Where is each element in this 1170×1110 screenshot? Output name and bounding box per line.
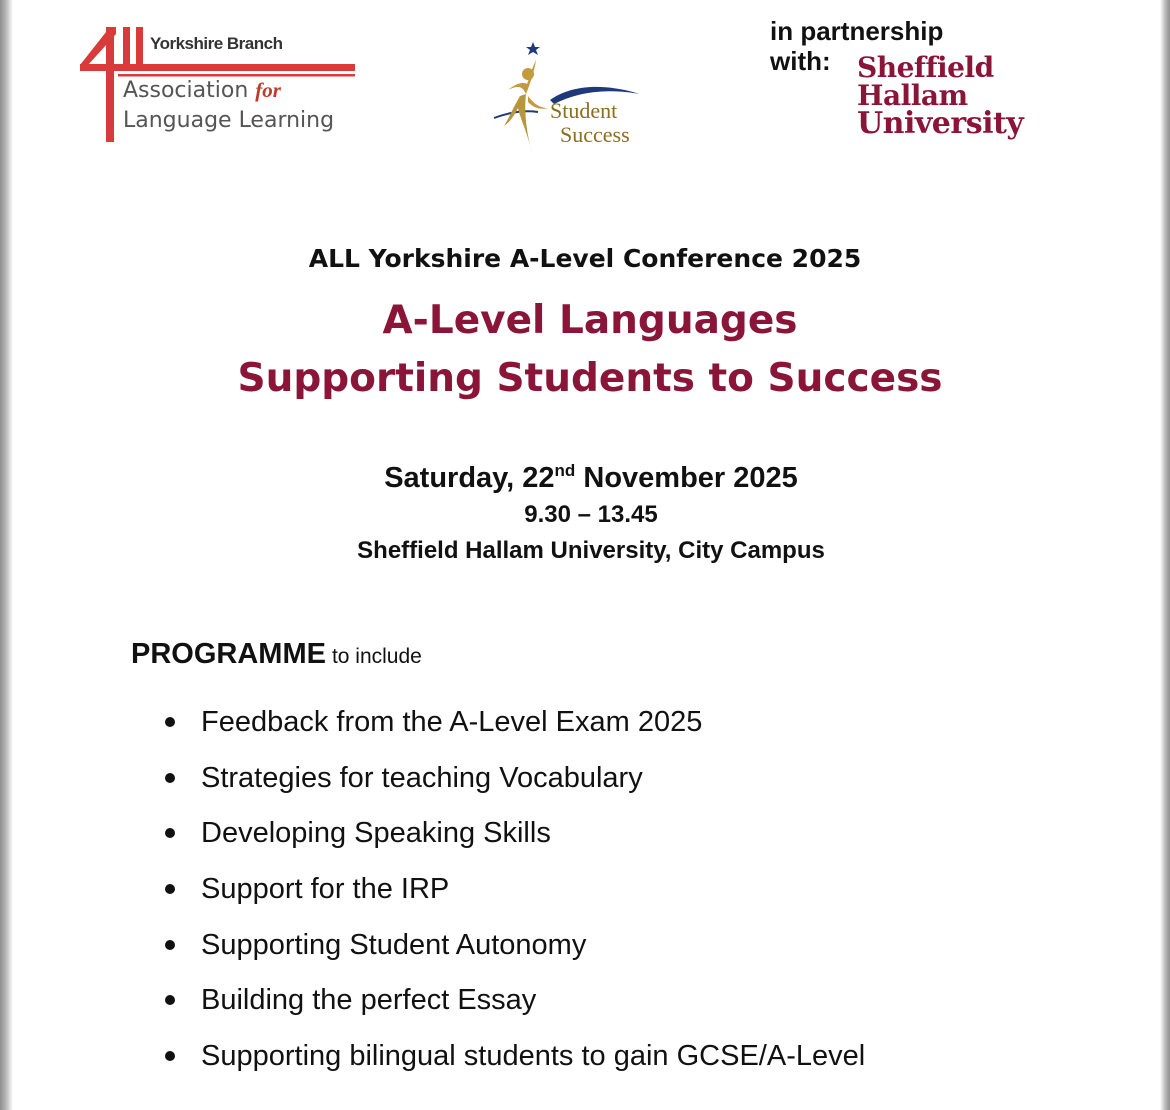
bullet-icon [165,995,175,1005]
student-success-line1: Student [550,98,618,123]
all-name-line2: Language Learning [123,108,335,133]
bullet-icon [165,717,175,727]
student-success-logo [490,38,650,163]
event-date: Saturday, 22nd November 2025 [384,461,798,494]
sheffield-hallam-logo: Sheffield Hallam University [857,51,1024,141]
event-venue: Sheffield Hallam University, City Campus [357,537,825,564]
list-item: Building the perfect Essay [165,978,865,1034]
student-success-line2: Success [560,122,630,147]
list-item: Supporting bilingual students to gain GCSE/A-Level [165,1034,865,1090]
partnership-label: in partnership with: [770,16,944,76]
bullet-icon [165,884,175,894]
bullet-icon [165,1051,175,1061]
list-item: Feedback from the A-Level Exam 2025 [165,700,865,756]
event-time: 9.30 – 13.45 [524,501,658,528]
all-logo [80,22,360,147]
list-item: Strategies for teaching Vocabulary [165,756,865,812]
bullet-icon [165,773,175,783]
conference-title: ALL Yorkshire A-Level Conference 2025 [308,244,862,273]
bullet-icon [165,828,175,838]
programme-subtitle: to include [331,645,422,668]
headline-line2: Supporting Students to Success [237,356,943,401]
all-branch-label: Yorkshire Branch [150,34,283,53]
programme-list [165,700,865,1090]
programme-heading [131,638,422,671]
all-name-line1: Association for [123,78,281,103]
programme-title: PROGRAMME [131,638,326,670]
list-item: Supporting Student Autonomy [165,923,865,979]
bullet-icon [165,940,175,950]
headline-line1: A-Level Languages [382,298,798,343]
list-item: Developing Speaking Skills [165,811,865,867]
list-item: Support for the IRP [165,867,865,923]
